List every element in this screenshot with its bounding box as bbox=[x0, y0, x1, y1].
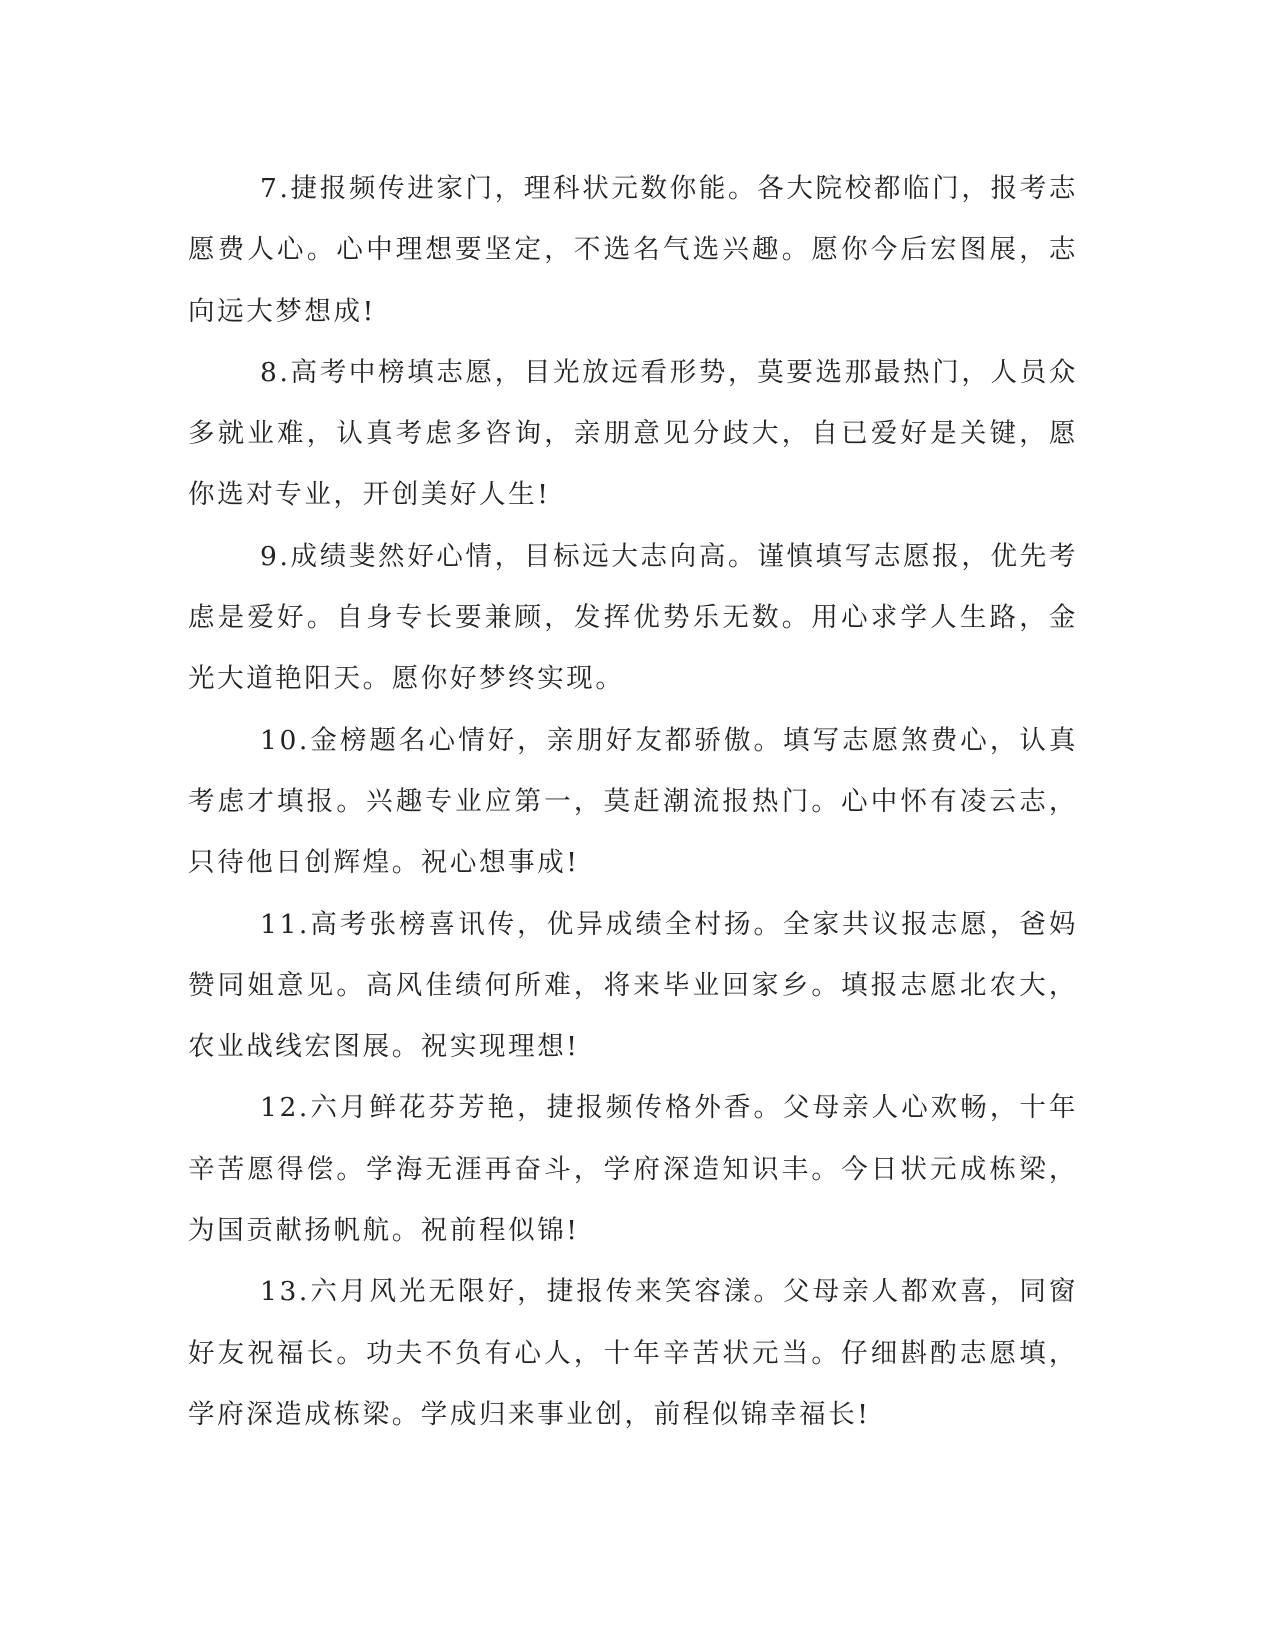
paragraph-10: 10.金榜题名心情好，亲朋好友都骄傲。填写志愿煞费心，认真考虑才填报。兴趣专业应第一，莫赶潮流报热门。心中怀有凌云志，只待他日创辉煌。祝心想事成! bbox=[188, 724, 1078, 879]
paragraph-8: 8.高考中榜填志愿，目光放远看形势，莫要选那最热门，人员众多就业难，认真考虑多咨询，亲朋意见分歧大，自已爱好是关键，愿你选对专业，开创美好人生! bbox=[188, 356, 1078, 511]
paragraph-12: 12.六月鲜花芬芳艳，捷报频传格外香。父母亲人心欢畅，十年辛苦愿得偿。学海无涯再奋斗，学府深造知识丰。今日状元成栋梁，为国贡献扬帆航。祝前程似锦! bbox=[188, 1092, 1078, 1247]
paragraph-9: 9.成绩斐然好心情，目标远大志向高。谨慎填写志愿报，优先考虑是爱好。自身专长要兼顾，发挥优势乐无数。用心求学人生路，金光大道艳阳天。愿你好梦终实现。 bbox=[188, 540, 1078, 695]
paragraph-11: 11.高考张榜喜讯传，优异成绩全村扬。全家共议报志愿，爸妈赞同姐意见。高风佳绩何所难，将来毕业回家乡。填报志愿北农大，农业战线宏图展。祝实现理想! bbox=[188, 908, 1078, 1063]
paragraph-13: 13.六月风光无限好，捷报传来笑容漾。父母亲人都欢喜，同窗好友祝福长。功夫不负有心人，十年辛苦状元当。仔细斟酌志愿填，学府深造成栋梁。学成归来事业创，前程似锦幸福长! bbox=[188, 1276, 1078, 1430]
document-body bbox=[188, 158, 1078, 1445]
paragraph-7: 7.捷报频传进家门，理科状元数你能。各大院校都临门，报考志愿费人心。心中理想要坚定，不选名气选兴趣。愿你今后宏图展，志向远大梦想成! bbox=[188, 173, 1078, 327]
